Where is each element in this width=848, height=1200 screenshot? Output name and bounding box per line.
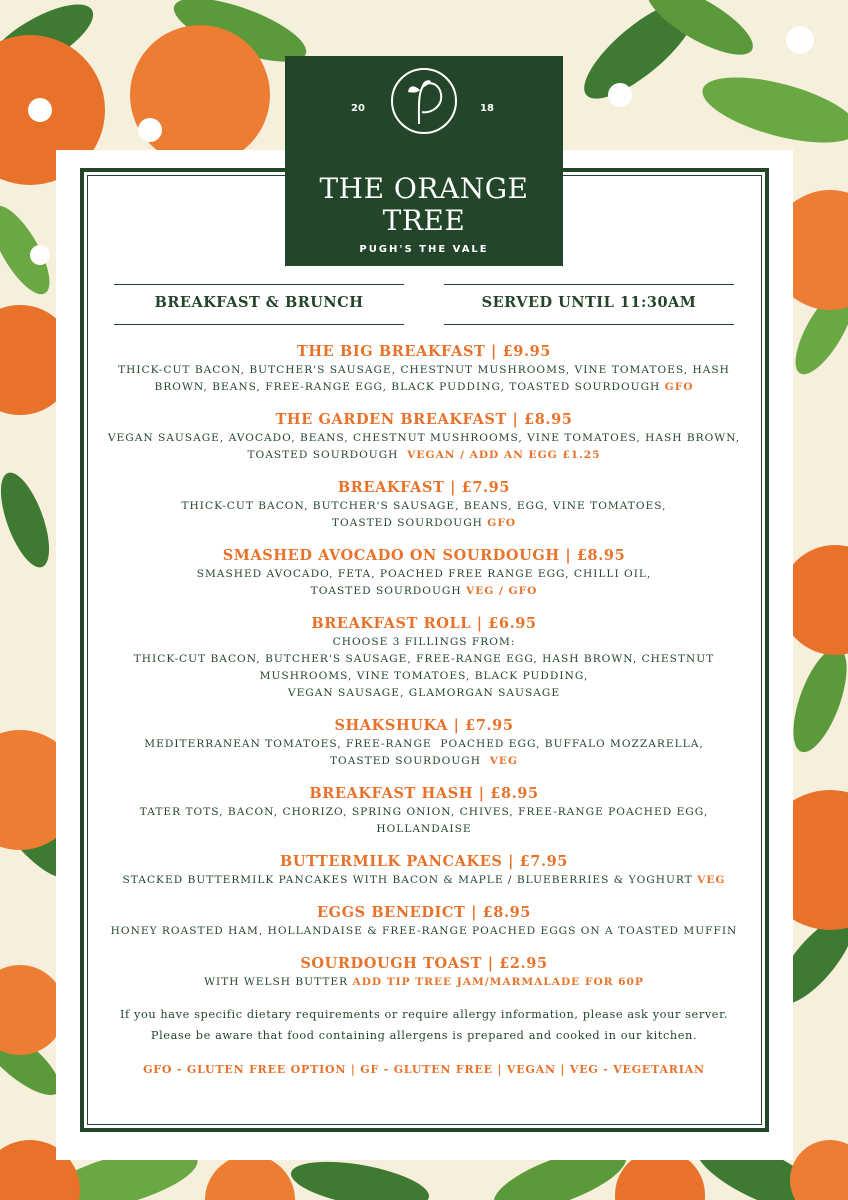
logo-year-left: 20 [351, 103, 365, 114]
description-text: SMASHED AVOCADO, FETA, POACHED FREE RANGE EGG, CHILLI OIL, [196, 568, 652, 580]
menu-item-description-line [96, 498, 752, 515]
menu-item-description-line [96, 872, 752, 889]
description-text: TOASTED SOURDOUGH [310, 585, 466, 597]
menu-item-title: BREAKFAST HASH | £8.95 [309, 785, 539, 802]
description-text: TATER TOTS, BACON, CHORIZO, SPRING ONION, CHIVES, FREE-RANGE POACHED EGG, [139, 806, 709, 818]
description-text: MUSHROOMS, VINE TOMATOES, BLACK PUDDING, [259, 670, 589, 682]
description-text: TOASTED SOURDOUGH [331, 517, 488, 529]
menu-item [96, 342, 752, 396]
menu-item-title: EGGS BENEDICT | £8.95 [316, 904, 531, 921]
section-title: BREAKFAST & BRUNCH [154, 294, 364, 311]
menu-item-description-line [96, 515, 752, 532]
header-rule-bottom-right [444, 324, 734, 325]
menu-item-description-line [96, 634, 752, 651]
menu-item [96, 852, 752, 889]
allergy-note-2: Please be aware that food containing allergens is prepared and cooked in our kitchen. [150, 1029, 698, 1042]
header-rule-top-left [114, 284, 404, 285]
dietary-tag: ADD TIP TREE JAM/MARMALADE FOR 60P [352, 976, 644, 988]
menu-item-title: SMASHED AVOCADO ON SOURDOUGH | £8.95 [222, 547, 626, 564]
description-text: CHOOSE 3 FILLINGS FROM: [332, 636, 516, 648]
menu-item [96, 478, 752, 532]
menu-item [96, 784, 752, 838]
menu-item-title: THE BIG BREAKFAST | £9.95 [296, 343, 551, 360]
description-text: STACKED BUTTERMILK PANCAKES WITH BACON & MAPLE / BLUEBERRIES & YOGHURT [122, 874, 698, 886]
dietary-tag: VEG [697, 874, 726, 886]
description-text: VEGAN SAUSAGE, GLAMORGAN SAUSAGE [287, 687, 561, 699]
description-text: TOASTED SOURDOUGH [247, 449, 408, 461]
menu-item-description-line [96, 821, 752, 838]
menu-item-description [96, 736, 752, 770]
description-text: THICK-CUT BACON, BUTCHER'S SAUSAGE, BEANS, EGG, VINE TOMATOES, [181, 500, 667, 512]
dietary-tag: GFO [664, 381, 694, 393]
logo-year-right: 18 [480, 103, 494, 114]
description-text: THICK-CUT BACON, BUTCHER'S SAUSAGE, FREE-RANGE EGG, HASH BROWN, CHESTNUT [133, 653, 715, 665]
menu-item [96, 614, 752, 702]
dietary-tag: GFO [487, 517, 517, 529]
menu-item-description [96, 974, 752, 991]
description-text: WITH WELSH BUTTER [204, 976, 353, 988]
menu-item-description-line [96, 974, 752, 991]
menu-item-title: BREAKFAST | £7.95 [337, 479, 511, 496]
menu-item-description [96, 566, 752, 600]
menu-item-description [96, 923, 752, 940]
header-rule-top-right [444, 284, 734, 285]
header-rule-bottom-left [114, 324, 404, 325]
menu-item-description-line [96, 668, 752, 685]
menu-item-title: BUTTERMILK PANCAKES | £7.95 [280, 853, 568, 870]
menu-item-description [96, 430, 752, 464]
brand-subtitle: PUGH'S THE VALE [359, 244, 489, 255]
description-text: MEDITERRANEAN TOMATOES, FREE-RANGE POACHED EGG, BUFFALO MOZZARELLA, [144, 738, 704, 750]
dietary-tag: VEGAN / ADD AN EGG £1.25 [407, 449, 601, 461]
menu-item-description-line [96, 362, 752, 379]
menu-item-description [96, 872, 752, 889]
brand-name-line1: THE ORANGE [319, 172, 529, 205]
description-text: THICK-CUT BACON, BUTCHER'S SAUSAGE, CHESTNUT MUSHROOMS, VINE TOMATOES, HASH [118, 364, 730, 376]
menu-item-title: THE GARDEN BREAKFAST | £8.95 [275, 411, 573, 428]
description-text: VEGAN SAUSAGE, AVOCADO, BEANS, CHESTNUT MUSHROOMS, VINE TOMATOES, HASH BROWN, [107, 432, 741, 444]
menu-item-description-line [96, 583, 752, 600]
orange-tree-logo-icon [389, 66, 459, 136]
menu-item-description-line [96, 566, 752, 583]
serving-time: SERVED UNTIL 11:30AM [481, 294, 697, 311]
dietary-tag: VEG [489, 755, 519, 767]
description-text: BROWN, BEANS, FREE-RANGE EGG, BLACK PUDDING, TOASTED SOURDOUGH [154, 381, 665, 393]
menu-item-description-line [96, 736, 752, 753]
menu-item-description-line [96, 651, 752, 668]
menu-items [96, 342, 752, 1076]
menu-item [96, 954, 752, 991]
menu-item-title: BREAKFAST ROLL | £6.95 [311, 615, 537, 632]
menu-item [96, 546, 752, 600]
dietary-tag: VEG / GFO [465, 585, 538, 597]
description-text: TOASTED SOURDOUGH [329, 755, 490, 767]
menu-item-description-line [96, 923, 752, 940]
brand-logo [285, 56, 563, 266]
menu-item-description-line [96, 447, 752, 464]
menu-item-description [96, 634, 752, 702]
menu-item-description [96, 498, 752, 532]
description-text: HONEY ROASTED HAM, HOLLANDAISE & FREE-RANGE POACHED EGGS ON A TOASTED MUFFIN [110, 925, 738, 937]
menu-item-description [96, 804, 752, 838]
menu-item-description-line [96, 685, 752, 702]
menu-item [96, 410, 752, 464]
dietary-key: GFO - GLUTEN FREE OPTION | GF - GLUTEN FREE | VEGAN | VEG - VEGETARIAN [143, 1063, 705, 1076]
brand-name-line2: TREE [382, 204, 466, 237]
menu-item-description-line [96, 753, 752, 770]
menu-item-title: SHAKSHUKA | £7.95 [334, 717, 514, 734]
menu-item-description [96, 362, 752, 396]
description-text: HOLLANDAISE [376, 823, 472, 835]
menu-item [96, 903, 752, 940]
menu-item-description-line [96, 804, 752, 821]
menu-item-title: SOURDOUGH TOAST | £2.95 [300, 955, 548, 972]
menu-item-description-line [96, 430, 752, 447]
menu-item-description-line [96, 379, 752, 396]
brand-name [285, 173, 563, 237]
menu-item [96, 716, 752, 770]
allergy-note-1: If you have specific dietary requirements or require allergy information, please ask your server. [119, 1008, 729, 1021]
